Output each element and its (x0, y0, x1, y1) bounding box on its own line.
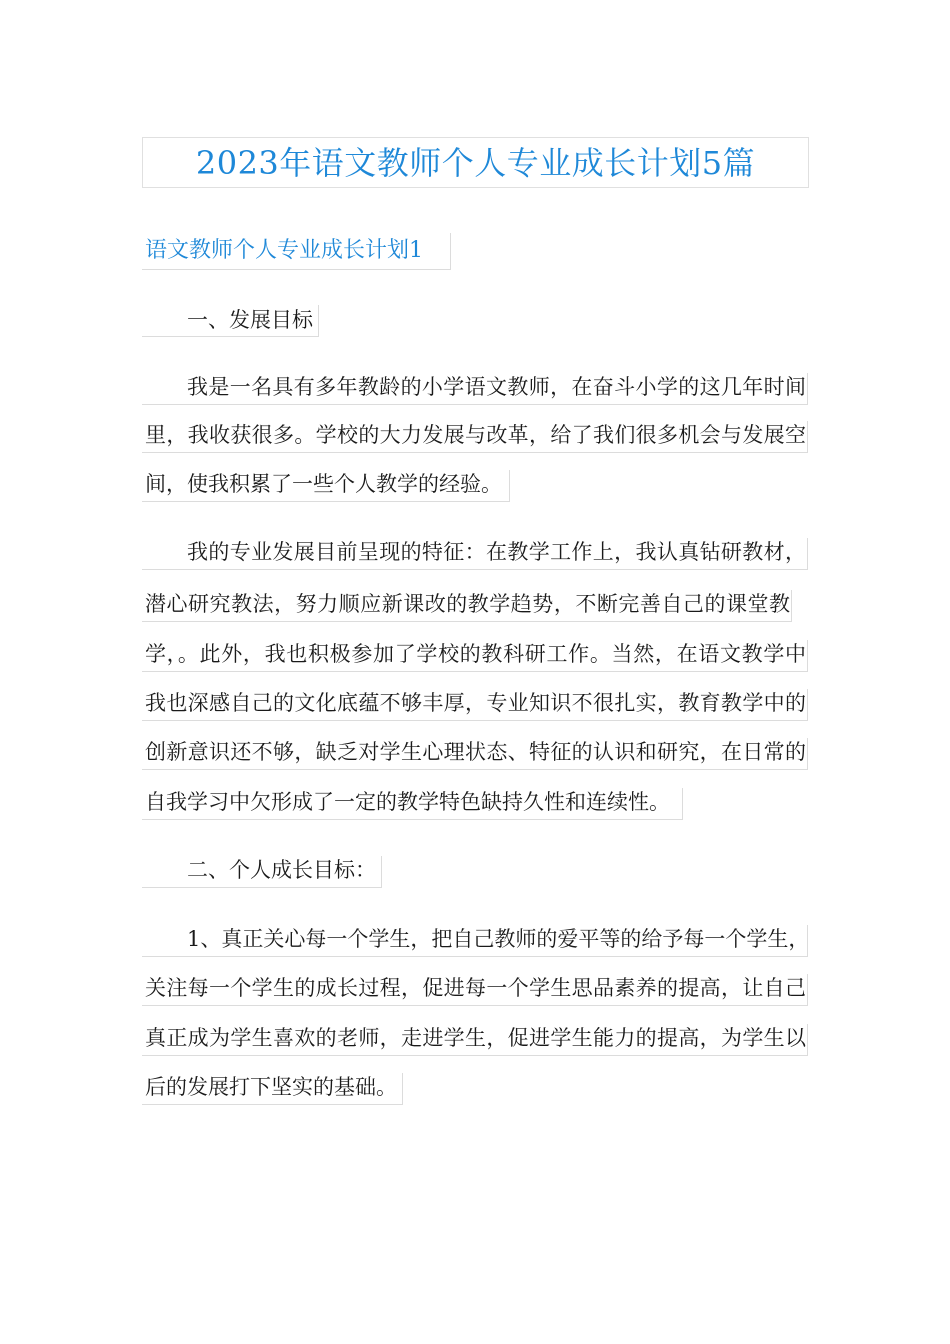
paragraph-line: 1、真正关心每一个学生，把自己教师的爱平等的给予每一个学生， (187, 927, 810, 951)
paragraph-line: 我是一名具有多年教龄的小学语文教师，在奋斗小学的这几年时间 (187, 375, 806, 399)
paragraph-line: 后的发展打下坚实的基础。 (145, 1075, 397, 1099)
paragraph-line: 学，。此外，我也积极参加了学校的教科研工作。当然，在语文教学中 (145, 642, 806, 666)
paragraph-line: 间，使我积累了一些个人教学的经验。 (145, 472, 502, 496)
document-title: 2023年语文教师个人专业成长计划5篇 (195, 144, 756, 182)
paragraph-line: 潜心研究教法，努力顺应新课改的教学趋势，不断完善自己的课堂教 (145, 592, 790, 616)
paragraph-line: 创新意识还不够，缺乏对学生心理状态、特征的认识和研究，在日常的 (145, 740, 806, 764)
paragraph-line: 自我学习中欠形成了一定的教学特色缺持久性和连续性。 (145, 790, 670, 814)
paragraph-line: 里，我收获很多。学校的大力发展与改革，给了我们很多机会与发展空 (145, 423, 806, 447)
title-frame (142, 137, 809, 188)
paragraph-line: 我也深感自己的文化底蕴不够丰厚，专业知识不很扎实，教育教学中的 (145, 691, 806, 715)
paragraph-line: 真正成为学生喜欢的老师，走进学生，促进学生能力的提高，为学生以 (145, 1026, 806, 1050)
heading-development-goals: 一、发展目标 (187, 308, 313, 332)
paragraph-line: 我的专业发展目前呈现的特征：在教学工作上，我认真钻研教材， (187, 540, 806, 564)
paragraph-line: 关注每一个学生的成长过程，促进每一个学生思品素养的提高，让自己 (145, 976, 806, 1000)
heading-personal-growth-goals: 二、个人成长目标： (187, 858, 376, 882)
section-subtitle: 语文教师个人专业成长计划1 (145, 238, 423, 263)
